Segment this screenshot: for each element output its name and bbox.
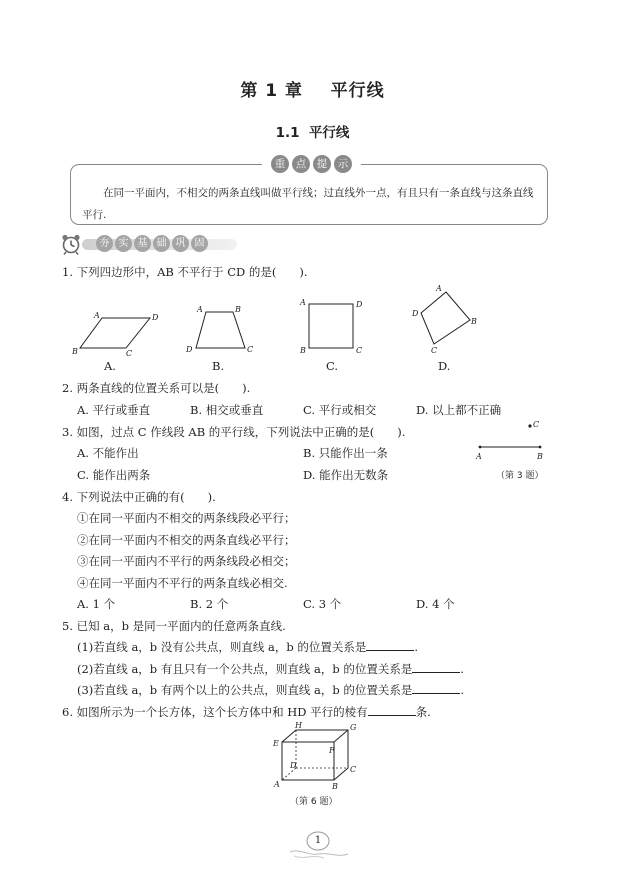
q1c-label-d: D (356, 300, 363, 309)
key-banner-char: 提 (313, 155, 331, 173)
q3-option-c: C. 能作出两条 (77, 468, 151, 482)
q1a-label-c: C (126, 349, 133, 358)
q4-statement-4: ④在同一平面内不平行的两条直线必相交. (77, 576, 288, 590)
q4-option-d: D. 4 个 (416, 597, 455, 611)
section-number: 1.1 (275, 125, 300, 141)
key-banner-char: 重 (271, 155, 289, 173)
q1b-label-d: D (186, 345, 193, 354)
chapter-number: 第 1 章 (240, 81, 303, 101)
q5-part-1 (77, 639, 418, 655)
q5-part-3-text: (3)若直线 a，b 有两个以上的公共点，则直线 a，b 的位置关系是 (77, 683, 413, 697)
q6-label-c: C (350, 765, 357, 774)
drill-banner-char: 实 (115, 235, 132, 252)
q3-label-b: B (537, 452, 543, 461)
q5-part-3-blank[interactable] (412, 683, 460, 694)
q3-caption: （第 3 题） (496, 471, 544, 481)
q6-label-g: G (350, 723, 357, 732)
q1b-label-b: B (235, 305, 241, 314)
key-points-text: 在同一平面内，不相交的两条直线叫做平行线；过直线外一点，有且只有一条直线与这条直线平行. (82, 187, 534, 221)
q1a-label-a: A (94, 311, 100, 320)
q1-option-c: C. (326, 359, 339, 373)
key-points-banner (262, 155, 361, 175)
q6-label-a: A (274, 780, 280, 789)
q6-stem-text: 6. 如图所示为一个长方体，这个长方体中和 HD 平行的棱有 (62, 705, 368, 719)
q2-option-c: C. 平行或相交 (303, 403, 377, 417)
drill-banner-char: 巩 (172, 235, 189, 252)
section-title (0, 121, 625, 141)
q5-part-1-text: (1)若直线 a，b 没有公共点，则直线 a，b 的位置关系是 (77, 640, 367, 654)
q1d-label-d: D (412, 309, 419, 318)
page-number: 1 (314, 835, 322, 846)
q2-option-b: B. 相交或垂直 (190, 403, 264, 417)
q1-option-b: B. (212, 359, 225, 373)
q6-label-h: H (295, 722, 302, 730)
q6-stem-end: 条. (415, 705, 431, 719)
q6-label-d: D (290, 761, 297, 770)
q3-option-a: A. 不能作出 (77, 446, 139, 460)
key-banner-char: 示 (334, 155, 352, 173)
section-name: 平行线 (308, 125, 350, 141)
drill-banner-char: 固 (191, 235, 208, 252)
q4-option-c: C. 3 个 (303, 597, 342, 611)
q2-option-d: D. 以上都不正确 (416, 403, 502, 417)
q4-option-a: A. 1 个 (77, 597, 116, 611)
q5-part-1-end: . (414, 640, 419, 654)
q3-figure (470, 415, 550, 463)
q1a-label-b: B (72, 347, 78, 356)
drill-banner-char: 夯 (96, 235, 113, 252)
q1c-label-c: C (356, 346, 363, 355)
q6-blank[interactable] (368, 705, 416, 716)
q4-statement-2: ②在同一平面内不相交的两条直线必平行； (77, 533, 296, 547)
q1-figure-c (296, 296, 371, 360)
q5-part-3 (77, 682, 464, 698)
q5-part-1-blank[interactable] (366, 640, 414, 651)
q6-cuboid-figure (266, 722, 366, 792)
drill-banner-char: 基 (134, 235, 151, 252)
q3-label-a: A (476, 452, 482, 461)
q1d-label-c: C (431, 346, 438, 355)
q1d-label-a: A (436, 284, 442, 293)
q6-stem (62, 704, 431, 720)
q3-option-d: D. 能作出无数条 (303, 468, 389, 482)
q4-stem: 4. 下列说法中正确的有( ). (62, 490, 216, 504)
q3-label-c: C (533, 420, 540, 429)
q2-stem: 2. 两条直线的位置关系可以是( ). (62, 381, 251, 395)
alarm-clock-icon (60, 233, 84, 255)
q4-statement-3: ③在同一平面内不平行的两条线段必相交； (77, 554, 296, 568)
q3-option-b: B. 只能作出一条 (303, 446, 388, 460)
drill-banner (60, 233, 240, 255)
q1b-label-a: A (197, 305, 203, 314)
q3-stem: 3. 如图，过点 C 作线段 AB 的平行线，下列说法中正确的是( ). (62, 425, 406, 439)
q1-stem: 1. 下列四边形中，AB 不平行于 CD 的是( ). (62, 265, 308, 279)
q5-stem: 5. 已知 a，b 是同一平面内的任意两条直线. (62, 619, 286, 633)
chapter-name: 平行线 (330, 81, 385, 101)
q5-part-3-end: . (460, 683, 465, 697)
q6-label-e: E (273, 739, 279, 748)
q6-caption: （第 6 题） (290, 797, 338, 807)
q5-part-2-blank[interactable] (412, 662, 460, 673)
key-banner-char: 点 (292, 155, 310, 173)
q1a-label-d: D (152, 313, 159, 322)
q6-label-f: F (329, 746, 335, 755)
q1-figure-b (183, 304, 268, 360)
q1-option-d: D. (438, 359, 451, 373)
q6-label-b: B (332, 782, 338, 791)
q1c-label-b: B (300, 346, 306, 355)
q1-figure-a (70, 308, 160, 360)
q1-option-a: A. (104, 359, 116, 373)
q1-figure-d (408, 282, 488, 358)
q2-option-a: A. 平行或垂直 (77, 403, 151, 417)
q1c-label-a: A (300, 298, 306, 307)
q4-statement-1: ①在同一平面内不相交的两条线段必平行； (77, 511, 296, 525)
q5-part-2 (77, 661, 464, 677)
chapter-title (0, 76, 625, 101)
q1d-label-b: B (471, 317, 477, 326)
drill-banner-char: 础 (153, 235, 170, 252)
q5-part-2-end: . (460, 662, 465, 676)
q1b-label-c: C (247, 345, 254, 354)
q4-option-b: B. 2 个 (190, 597, 229, 611)
q5-part-2-text: (2)若直线 a，b 有且只有一个公共点，则直线 a，b 的位置关系是 (77, 662, 413, 676)
